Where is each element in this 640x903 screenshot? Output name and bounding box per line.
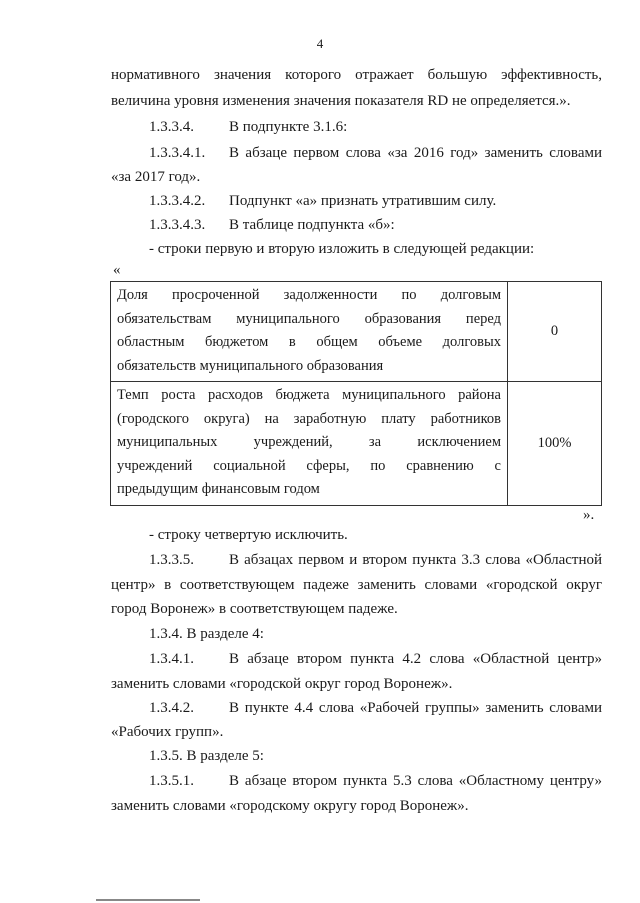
- text-line: - строку четвертую исключить.: [149, 527, 348, 543]
- paragraph-1-3-5-1: [149, 771, 602, 791]
- indicators-table: [110, 281, 602, 506]
- section-heading: 1.3.5. В разделе 5:: [149, 748, 264, 764]
- clause-text: Подпункт «а» признать утратившим силу.: [229, 193, 497, 209]
- clause-number: 1.3.3.4.1.: [149, 145, 206, 161]
- indicator-value-cell: 0: [508, 282, 602, 382]
- text-line: - строки первую и вторую изложить в следующей редакции:: [149, 241, 535, 257]
- cell-line: предыдущим финансовым годом: [117, 481, 320, 497]
- cell-line: Темп роста расходов бюджета муниципального района: [117, 387, 501, 403]
- clause-text: В абзацах первом и втором пункта 3.3 слова «Областной: [229, 552, 602, 568]
- table-row: [111, 382, 602, 506]
- clause-text: В пункте 4.4 слова «Рабочей группы» заменить словами: [229, 700, 602, 716]
- indicator-name-cell: [111, 282, 508, 382]
- text-line: город Воронеж» в соответствующем падеже.: [111, 601, 398, 617]
- page-number: 4: [316, 36, 324, 51]
- paragraph-1-3-3-4-2: [149, 191, 496, 211]
- text-line: «Рабочих групп».: [111, 724, 224, 740]
- quote-close: ».: [583, 507, 595, 523]
- paragraph-1-3-3-4-1: [149, 143, 602, 163]
- cell-line: (городского округа) на заработную плату работников: [117, 410, 501, 427]
- text-line: заменить словами «городской округ город Воронеж».: [111, 676, 453, 692]
- section-heading: 1.3.4. В разделе 4:: [149, 626, 264, 642]
- paragraph-1-3-3-4-3: [149, 215, 395, 235]
- text-line: заменить словами «городскому округу город Воронеж».: [111, 798, 469, 814]
- quote-open: «: [113, 262, 121, 278]
- text-line: центр» в соответствующем падеже заменить словами «городской округ: [111, 577, 602, 593]
- cell-line: областным бюджетом в общем объеме долговых: [117, 334, 501, 350]
- clause-number: 1.3.5.1.: [149, 773, 194, 789]
- cell-line: обязательств муниципального образования: [117, 357, 384, 374]
- clause-number: 1.3.4.1.: [149, 651, 194, 667]
- clause-number: 1.3.3.4.3.: [149, 217, 206, 233]
- cell-line: обязательствам муниципального образования перед: [117, 310, 501, 327]
- cell-line: учреждений социальной сферы, по сравнению с: [117, 457, 501, 474]
- table-row: [111, 282, 602, 382]
- clause-number: 1.3.3.4.2.: [149, 193, 206, 209]
- text-line: величина уровня изменения значения показателя RD не определяется.».: [111, 93, 571, 109]
- paragraph-1-3-4-1: [149, 649, 602, 669]
- text-line: «за 2017 год».: [111, 169, 201, 185]
- cell-line: муниципальных учреждений, за исключением: [117, 434, 501, 450]
- paragraph-1-3-3-5: [149, 550, 602, 570]
- text-line: нормативного значения которого отражает большую эффективность,: [111, 67, 602, 83]
- clause-number: 1.3.3.4.: [149, 119, 194, 135]
- clause-text: В таблице подпункта «б»:: [229, 217, 395, 233]
- indicator-value-cell: 100%: [508, 382, 602, 506]
- scan-edge-mark: [96, 899, 200, 901]
- clause-text: В абзаце втором пункта 4.2 слова «Областной центр»: [229, 651, 602, 667]
- clause-number: 1.3.4.2.: [149, 700, 194, 716]
- clause-number: 1.3.3.5.: [149, 552, 194, 568]
- paragraph-1-3-3-4: [149, 117, 347, 137]
- cell-line: Доля просроченной задолженности по долговым: [117, 287, 501, 303]
- clause-text: В абзаце втором пункта 5.3 слова «Областному центру»: [229, 773, 602, 789]
- indicator-name-cell: [111, 382, 508, 506]
- clause-text: В подпункте 3.1.6:: [229, 119, 348, 135]
- paragraph-1-3-4-2: [149, 698, 602, 718]
- clause-text: В абзаце первом слова «за 2016 год» заменить словами: [229, 145, 602, 161]
